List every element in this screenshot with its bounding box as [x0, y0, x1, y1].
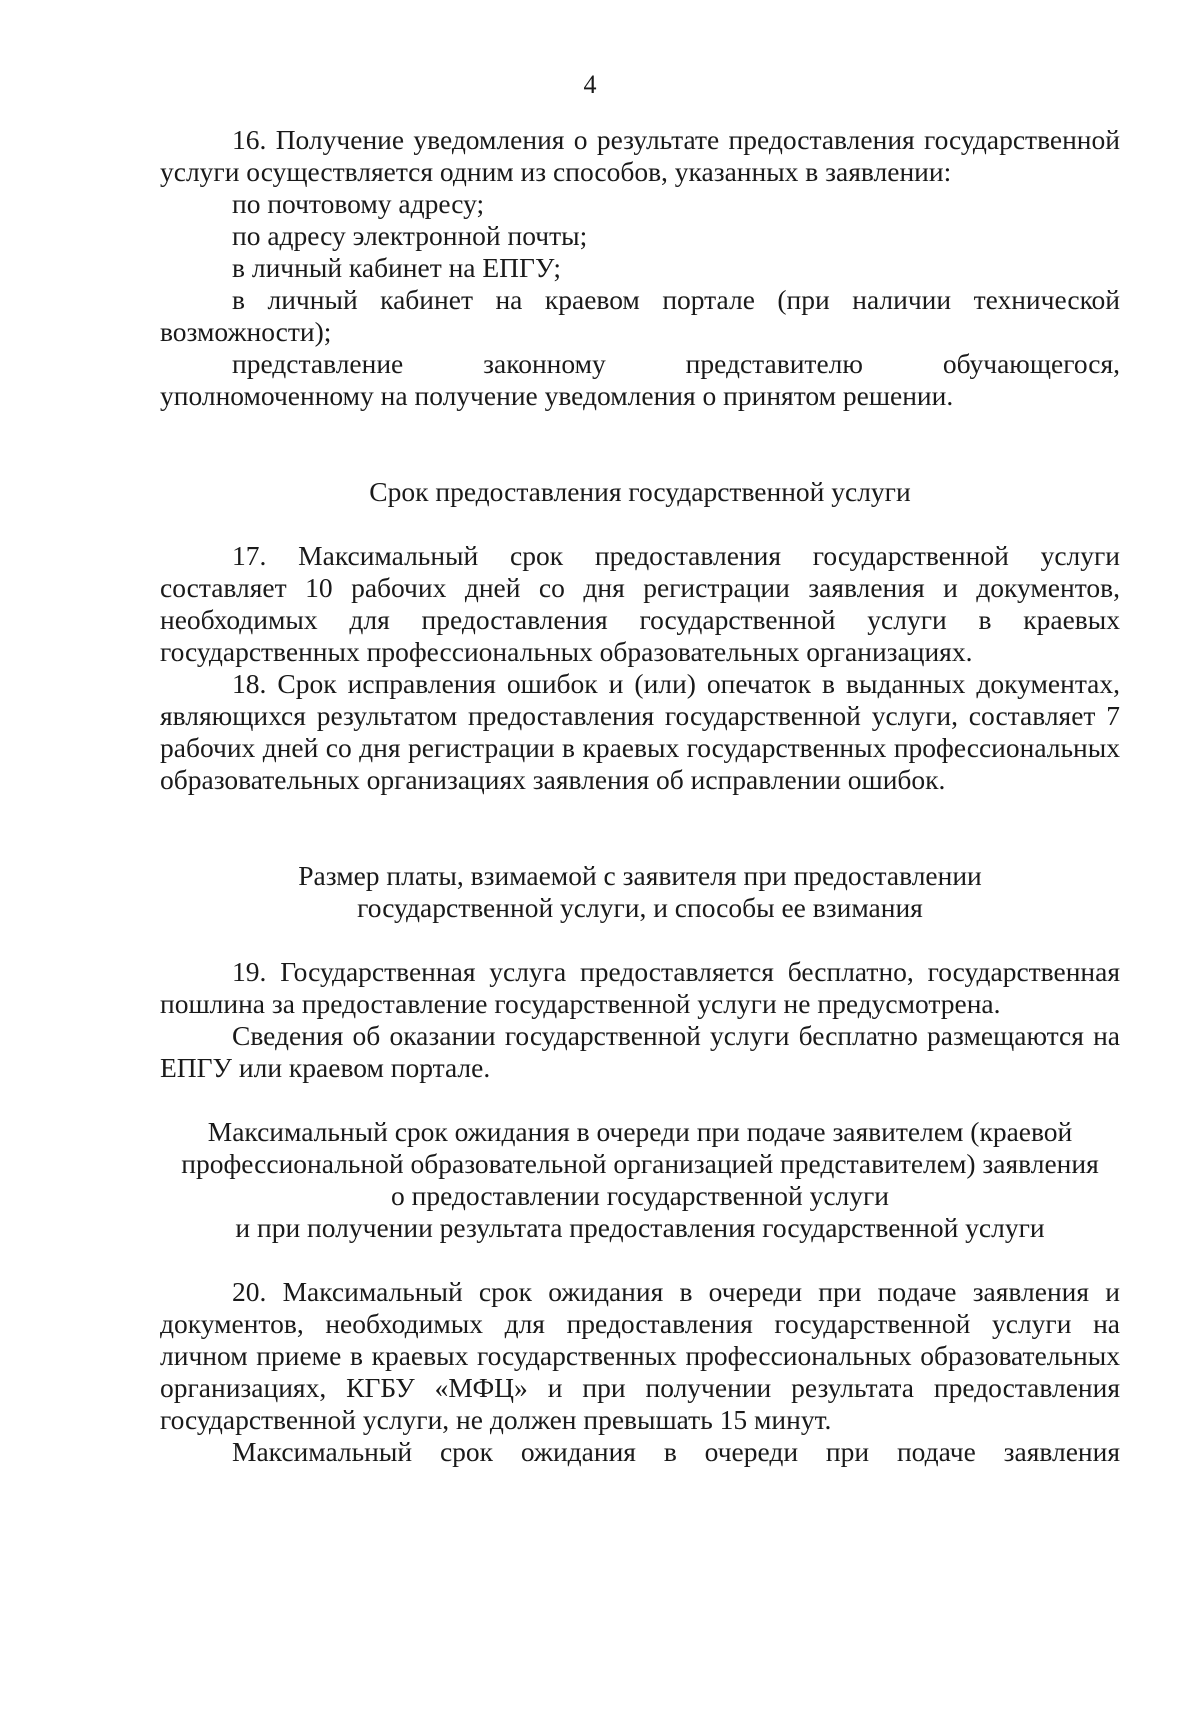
delivery-method-email: по адресу электронной почты; — [232, 220, 588, 251]
paragraph-19-info: Сведения об оказании государственной услуги бесплатно размещаются на ЕПГУ или краевом портале. — [160, 1020, 1120, 1083]
heading-queue-time — [160, 1116, 1120, 1244]
heading-queue-line-4: и при получении результата предоставления государственной услуги — [235, 1212, 1045, 1243]
paragraph-18: 18. Срок исправления ошибок и (или) опечаток в выданных документах, являющихся результатом предоставления государственной услуги, составляет 7 рабочих дней со дня регистрации в краевых государственных профессиональных образовательных организациях заявления об исправлении ошибок. — [160, 668, 1120, 795]
delivery-method-epgu: в личный кабинет на ЕПГУ; — [232, 252, 562, 283]
heading-fee-line-1: Размер платы, взимаемой с заявителя при предоставлении — [298, 860, 982, 891]
heading-queue-line-2: профессиональной образовательной организацией представителем) заявления — [181, 1148, 1099, 1179]
heading-fee-line-2: государственной услуги, и способы ее взимания — [357, 892, 923, 923]
heading-queue-line-3: о предоставлении государственной услуги — [391, 1180, 889, 1211]
paragraph-20-continued: Максимальный срок ожидания в очереди при подаче заявления — [232, 1436, 1120, 1467]
page-number: 4 — [583, 70, 597, 99]
heading-service-term: Срок предоставления государственной услуги — [369, 476, 911, 507]
paragraph-17: 17. Максимальный срок предоставления государственной услуги составляет 10 рабочих дней со дня регистрации заявления и документов, необходимых для предоставления государственной услуги в краевых государственных профессиональных образовательных организациях. — [160, 540, 1120, 667]
delivery-method-postal: по почтовому адресу; — [232, 188, 485, 219]
delivery-method-representative: представление законному представителю обучающегося, уполномоченному на получение уведомления о принятом решении. — [160, 348, 1120, 411]
heading-fee — [160, 860, 1120, 924]
paragraph-20: 20. Максимальный срок ожидания в очереди при подаче заявления и документов, необходимых для предоставления государственной услуги на личном приеме в краевых государственных профессиональных образовательных организациях, КГБУ «МФЦ» и при получении результата предоставления государственной услуги, не должен превышать 15 минут. — [160, 1276, 1120, 1435]
paragraph-16: 16. Получение уведомления о результате предоставления государственной услуги осуществляется одним из способов, указанных в заявлении: — [160, 124, 1120, 187]
paragraph-19: 19. Государственная услуга предоставляется бесплатно, государственная пошлина за предоставление государственной услуги не предусмотрена. — [160, 956, 1120, 1019]
document-body — [160, 124, 1120, 1468]
delivery-method-regional-portal: в личный кабинет на краевом портале (при наличии технической возможности); — [160, 284, 1120, 347]
heading-queue-line-1: Максимальный срок ожидания в очереди при подаче заявителем (краевой — [207, 1116, 1073, 1147]
